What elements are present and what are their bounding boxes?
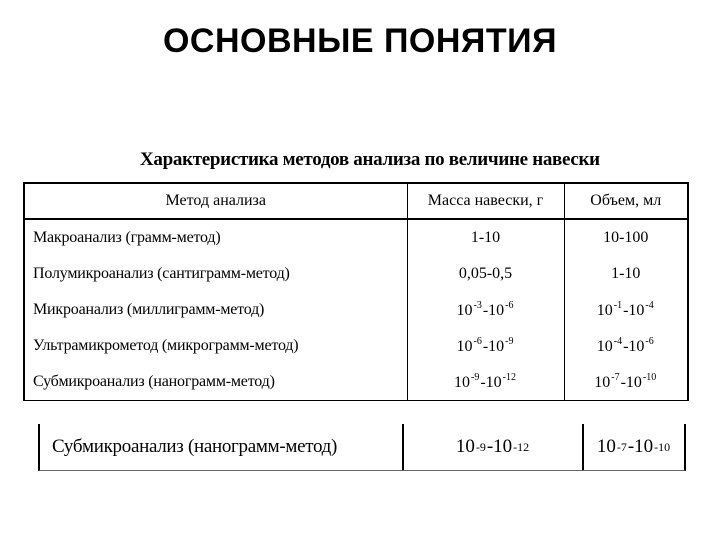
mass-cell: $10^{-6}-10^{-9}$ [407,328,564,364]
zoomed-volume-cell: 10 -7 - 10 -10 [582,424,684,470]
table-row [24,328,688,364]
table-caption: Характеристика методов анализа по величине навески [140,149,600,170]
method-cell: Микроанализ (миллиграмм-метод) [24,292,407,328]
header-volume: Объем, мл [564,183,688,219]
table-row [24,256,688,292]
table-row [24,292,688,328]
volume-cell: 1-10 [564,256,688,292]
volume-cell: $10^{-4}-10^{-6}$ [564,328,688,364]
zoomed-method-cell: Субмикроанализ (нанограмм-метод) [52,436,338,457]
method-cell: Ультрамикрометод (микрограмм-метод) [24,328,407,364]
methods-table [23,182,689,401]
mass-cell: 0,05-0,5 [407,256,564,292]
volume-cell: 10-100 [564,219,688,256]
zoomed-mass-cell: 10 -9 - 10 -12 [402,424,582,470]
table-row [24,364,688,401]
header-method: Метод анализа [24,183,407,219]
volume-cell: $10^{-7}-10^{-10}$ [564,364,688,401]
header-mass: Масса навески, г [407,183,564,219]
table-header-row [24,183,688,219]
mass-cell: $10^{-3}-10^{-6}$ [407,292,564,328]
zoomed-row [38,424,686,471]
slide-title: ОСНОВНЫЕ ПОНЯТИЯ [162,22,558,60]
volume-cell: $10^{-1}-10^{-4}$ [564,292,688,328]
table-row [24,219,688,256]
method-cell: Полумикроанализ (сантиграмм-метод) [24,256,407,292]
mass-cell: $10^{-9}-10^{-12}$ [407,364,564,401]
method-cell: Субмикроанализ (нанограмм-метод) [24,364,407,401]
mass-cell: 1-10 [407,219,564,256]
method-cell: Макроанализ (грамм-метод) [24,219,407,256]
